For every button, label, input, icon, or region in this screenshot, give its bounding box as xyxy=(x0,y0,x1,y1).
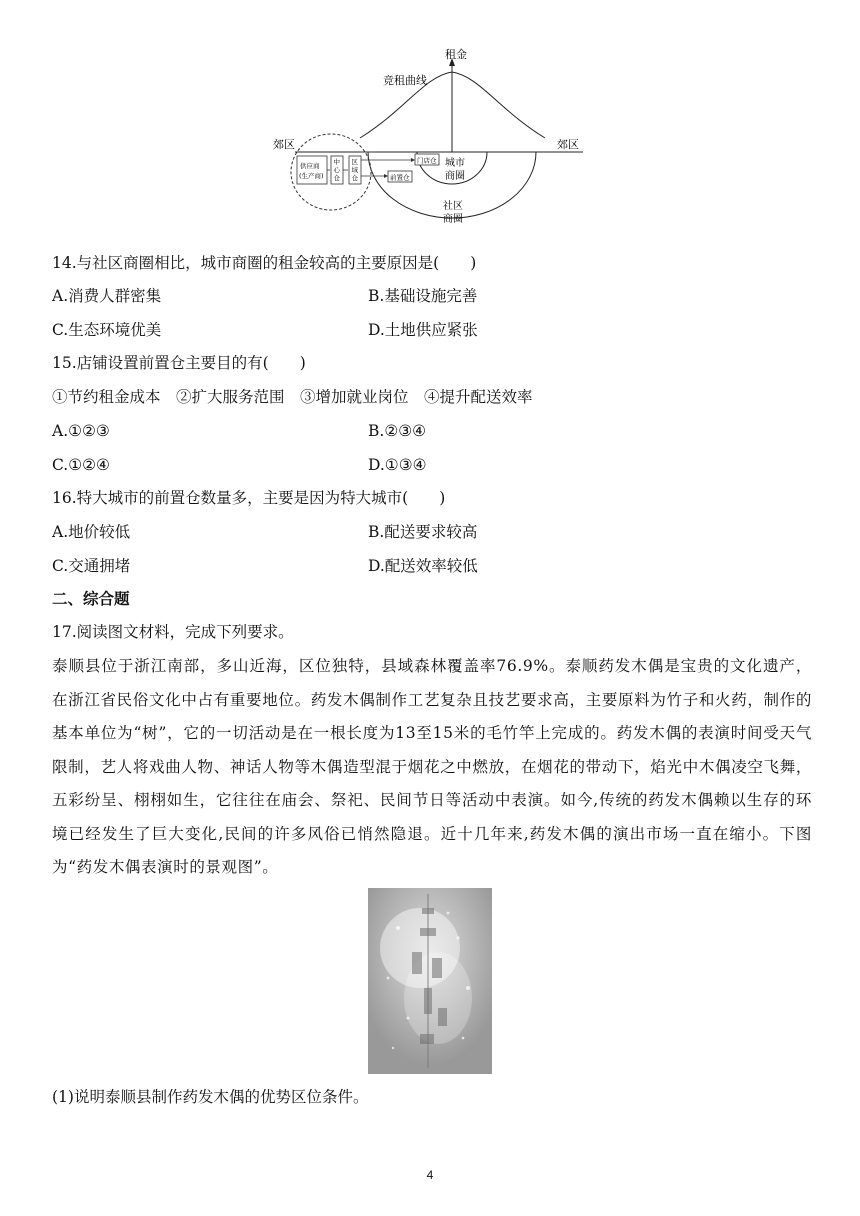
q16-stem: 16.特大城市的前置仓数量多，主要是因为特大城市( ) xyxy=(52,489,446,507)
puppet-fireworks-photo xyxy=(368,888,492,1074)
q17-stem: 17.阅读图文材料，完成下列要求。 xyxy=(52,623,294,641)
q15-option-b[interactable]: B.②③④ xyxy=(368,422,427,440)
q17-sub1: (1)说明泰顺县制作药发木偶的优势区位条件。 xyxy=(52,1088,369,1106)
regional-wh-1: 区 xyxy=(351,158,358,166)
community-circle-label-1: 社区 xyxy=(443,201,463,212)
city-circle-label-2: 商圈 xyxy=(445,171,465,182)
curve-label: 竞租曲线 xyxy=(383,74,427,87)
q17-material: 泰顺县位于浙江南部，多山近海，区位独特，县域森林覆盖率76.9%。泰顺药发木偶是宝贵的文化遗产，在浙江省民俗文化中占有重要地位。药发木偶制作工艺复杂且技艺要求高，主要原料为竹子和火药，制作的基本单位为“树”，它的一切活动是在一根长度为13至15米的毛竹竿上完成的。药发木偶的表演时间受天气限制，艺人将戏曲人物、神话人物等木偶造型混于烟花之中燃放，在烟花的带动下，焰光中木偶凌空飞舞，五彩纷呈、栩栩如生，它往往在庙会、祭祀、民间节日等活动中表演。如今,传统的药发木偶赖以生存的环境已经发生了巨大变化,民间的许多风俗已悄然隐退。近十几年来,药发木偶的演出市场一直在缩小。下图为“药发木偶表演时的景观图”。 xyxy=(52,657,812,876)
q16-option-c[interactable]: C.交通拥堵 xyxy=(52,557,131,575)
store-wh-label: 门店仓 xyxy=(417,156,437,165)
left-suburb-label: 郊区 xyxy=(273,138,295,151)
central-wh-3: 仓 xyxy=(333,174,340,182)
rent-axis-label: 租金 xyxy=(445,48,467,61)
page-number: 4 xyxy=(426,1168,434,1182)
supplier-label-1: 供应商 xyxy=(300,162,320,170)
q14-option-b[interactable]: B.基础设施完善 xyxy=(368,287,478,305)
q15-option-a[interactable]: A.①②③ xyxy=(52,422,110,440)
q15-option-c[interactable]: C.①②④ xyxy=(52,456,110,474)
q16-option-a[interactable]: A.地价较低 xyxy=(52,523,131,541)
supplier-label-2: (生产商) xyxy=(299,172,324,180)
q16-option-d[interactable]: D.配送效率较低 xyxy=(368,557,478,575)
community-circle-label-2: 商圈 xyxy=(443,214,463,225)
q14-stem: 14.与社区商圈相比，城市商圈的租金较高的主要原因是( ) xyxy=(52,254,477,272)
central-wh-2: 心 xyxy=(333,166,340,174)
q15-stem: 15.店铺设置前置仓主要目的有( ) xyxy=(52,354,306,372)
central-wh-1: 中 xyxy=(333,158,340,166)
bid-rent-diagram xyxy=(265,48,595,225)
city-circle-label-1: 城市 xyxy=(445,158,465,169)
q15-option-d[interactable]: D.①③④ xyxy=(368,456,427,474)
q14-option-d[interactable]: D.土地供应紧张 xyxy=(368,321,478,339)
q16-option-b[interactable]: B.配送要求较高 xyxy=(368,523,478,541)
regional-wh-2: 域 xyxy=(351,166,358,174)
section-heading: 二、综合题 xyxy=(52,590,130,608)
regional-wh-3: 仓 xyxy=(351,174,358,182)
right-suburb-label: 郊区 xyxy=(557,138,579,151)
q15-items: ①节约租金成本 ②扩大服务范围 ③增加就业岗位 ④提升配送效率 xyxy=(52,388,533,406)
q14-option-c[interactable]: C.生态环境优美 xyxy=(52,321,162,339)
q14-option-a[interactable]: A.消费人群密集 xyxy=(52,287,162,305)
front-wh-label: 前置仓 xyxy=(390,173,410,182)
